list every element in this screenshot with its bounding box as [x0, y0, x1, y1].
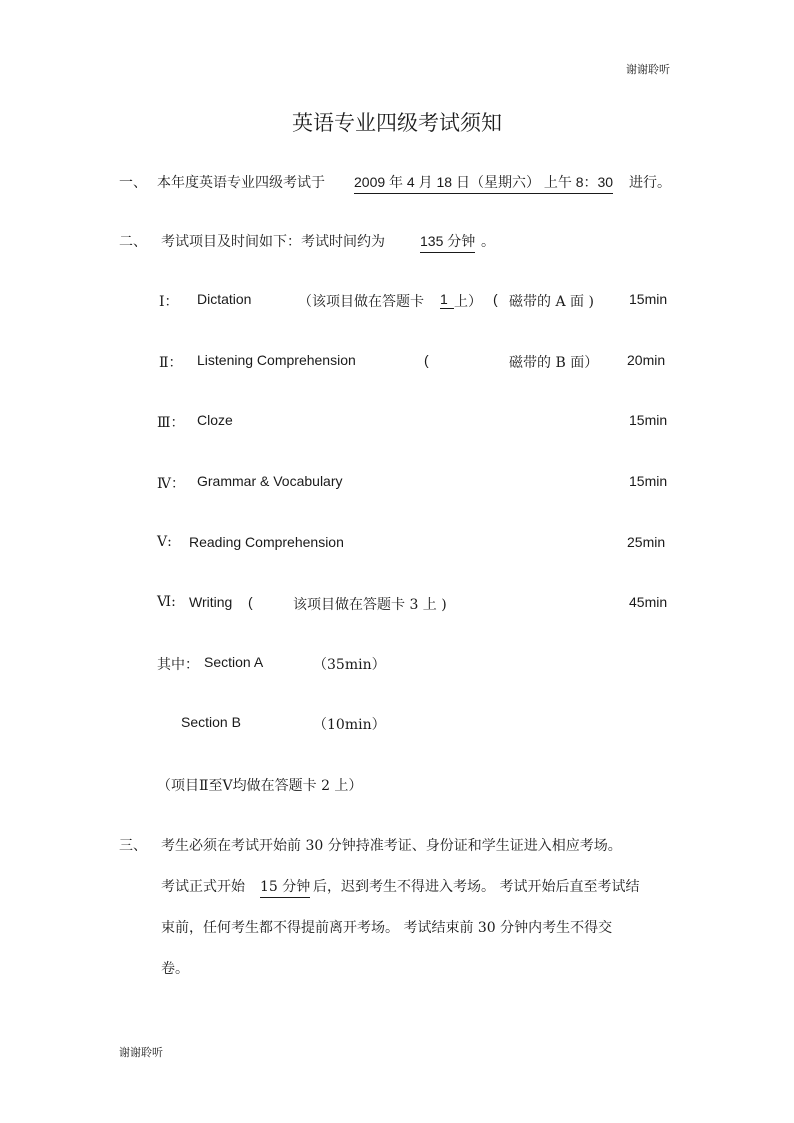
section-a-time: （35min）: [313, 657, 386, 673]
item-roman: Ⅱ：: [159, 355, 183, 371]
item-time: 15min: [629, 291, 668, 307]
section-2-end: 。: [481, 234, 495, 250]
item-paren: (: [248, 594, 253, 610]
item-roman: Ⅵ:: [157, 594, 176, 610]
section-2-number: 二、: [119, 234, 147, 250]
footnote: （项目Ⅱ至Ⅴ均做在答题卡 2 上）: [157, 778, 363, 794]
section-1-end: 进行。: [629, 175, 671, 191]
item-name: Cloze: [197, 412, 233, 428]
section-a-label: Section A: [204, 654, 264, 670]
item-roman: Ⅴ:: [157, 534, 172, 550]
section-3-line-1: 考生必须在考试开始前 30 分钟持准考证、身份证和学生证进入相应考场。: [161, 838, 622, 854]
page-title: 英语专业四级考试须知: [292, 111, 502, 135]
item-tape: 磁带的 B 面）: [509, 355, 599, 371]
item-roman: Ⅲ：: [157, 415, 185, 431]
section-3-number: 三、: [119, 838, 147, 854]
exam-date: 2009 年 4 月 18 日（星期六） 上午 8：30: [354, 172, 613, 194]
section-2-text: 考试项目及时间如下：考试时间约为: [161, 234, 385, 250]
item-name: Listening Comprehension: [197, 352, 356, 368]
late-limit: 15 分钟: [260, 876, 310, 898]
item-name: Dictation: [197, 291, 252, 307]
section-3-line-3: 束前，任何考生都不得提前离开考场。 考试结束前 30 分钟内考生不得交: [161, 920, 613, 936]
section-3-line-2b: 后，迟到考生不得进入考场。 考试开始后直至考试结: [313, 879, 640, 895]
item-time: 25min: [627, 534, 666, 550]
exam-duration: 135 分钟: [420, 231, 475, 253]
item-name: Writing: [189, 594, 233, 610]
item-time: 15min: [629, 473, 668, 489]
section-3-line-4: 卷。: [161, 961, 189, 977]
footer-text: 谢谢聆听: [119, 1046, 163, 1059]
item-paren: (: [424, 352, 429, 368]
section-b-time: （10min）: [313, 717, 386, 733]
item-note-end: 上）: [454, 294, 482, 310]
item-tape: 磁带的 A 面 ): [509, 294, 594, 310]
answer-card-number: 1: [440, 291, 454, 309]
section-1-number: 一、: [119, 175, 147, 191]
item-time: 15min: [629, 412, 668, 428]
item-roman: Ⅰ：: [159, 294, 179, 310]
item-time: 45min: [629, 594, 668, 610]
item-name: Grammar & Vocabulary: [197, 473, 343, 489]
item-paren: (: [493, 291, 498, 307]
item-note: （该项目做在答题卡: [298, 294, 424, 310]
among-label: 其中：: [157, 657, 199, 673]
item-time: 20min: [627, 352, 666, 368]
section-3-line-2a: 考试正式开始: [161, 879, 245, 895]
section-1-text: 本年度英语专业四级考试于: [157, 175, 325, 191]
item-name: Reading Comprehension: [189, 534, 344, 550]
item-note: 该项目做在答题卡 3 上 ): [293, 597, 447, 613]
item-roman: Ⅳ：: [157, 476, 185, 492]
section-b-label: Section B: [181, 714, 241, 730]
header-text: 谢谢聆听: [626, 63, 670, 76]
